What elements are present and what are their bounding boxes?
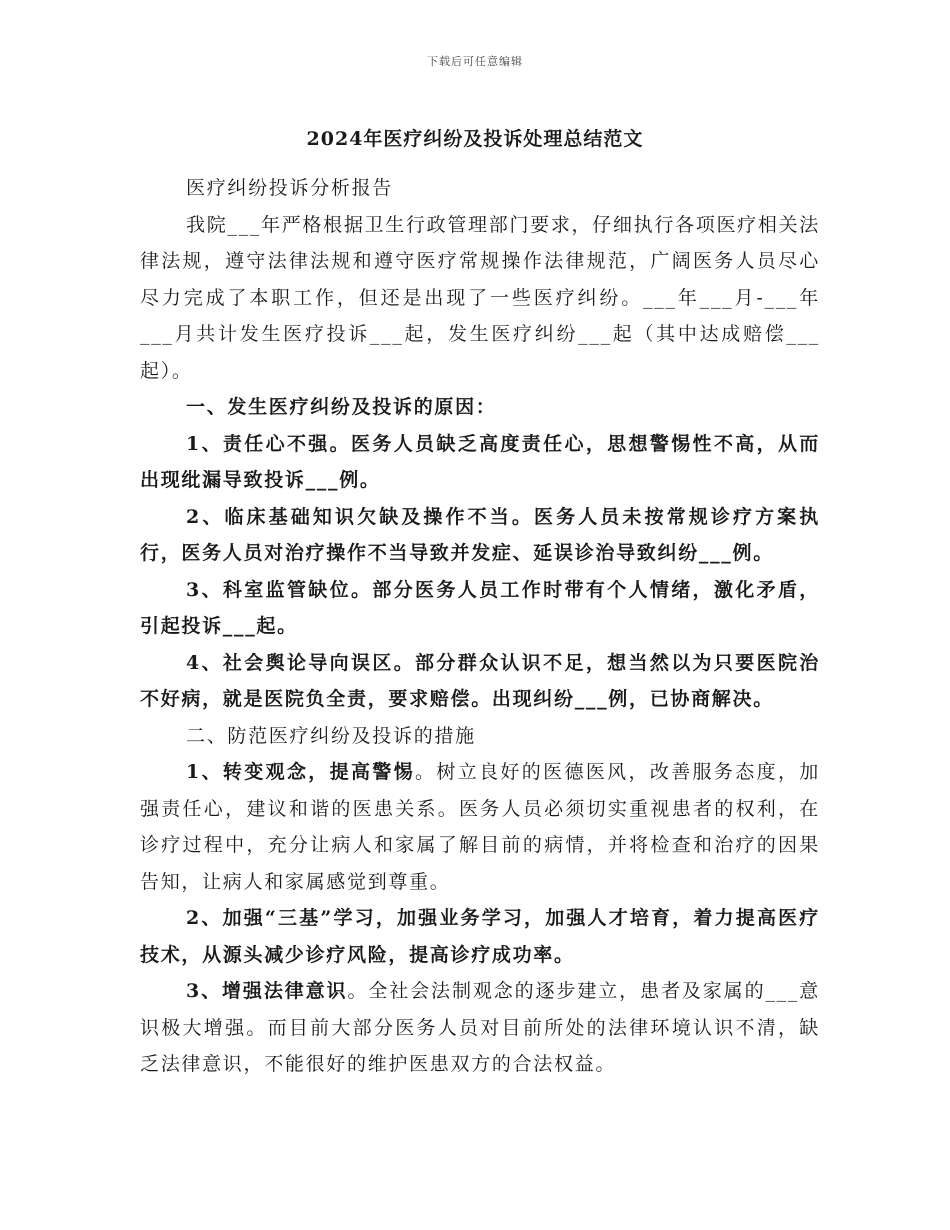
cause-item-1 [140, 426, 820, 499]
measure-lead: 1、转变观念，提高警惕 [186, 761, 416, 783]
measure-item-1 [140, 754, 820, 900]
measure-lead: 3、增强法律意识 [186, 980, 348, 1002]
paragraph-text: 。树立良好的医德医风，改善服务态度，加强责任心，建议和谐的医患关系。医务人员必须切实重视患者的权利，在诊疗过程中，充分让病人和家属了解目前的病情，并将检查和治疗的因果告知，让病人和家属感觉到尊重。 [140, 761, 820, 893]
section-heading-measures [140, 718, 820, 755]
cause-item-4 [140, 645, 820, 718]
paragraph-text: 2、加强“三基”学习，加强业务学习，加强人才培育，着力提高医疗技术，从源头减少诊疗风险，提高诊疗成功率。 [140, 907, 820, 966]
paragraph-text: 。全社会法制观念的逐步建立，患者及家属的___意识极大增强。而目前大部分医务人员对目前所处的法律环境认识不清，缺乏法律意识，不能很好的维护医患双方的合法权益。 [140, 980, 820, 1075]
measure-item-2 [140, 900, 820, 973]
paragraph-text: 2、临床基础知识欠缺及操作不当。医务人员未按常规诊疗方案执行，医务人员对治疗操作不当导致并发症、延误诊治导致纠纷___例。 [140, 505, 820, 564]
section-heading-causes [140, 389, 820, 426]
intro-paragraph [140, 207, 820, 390]
document-title: 2024年医疗纠纷及投诉处理总结范文 [306, 128, 644, 150]
paragraph-text: 一、发生医疗纠纷及投诉的原因： [186, 396, 497, 418]
paragraph-text: 二、防范医疗纠纷及投诉的措施 [186, 724, 476, 747]
page-header-note: 下载后可任意编辑 [427, 55, 523, 68]
paragraph-text: 我院___年严格根据卫生行政管理部门要求，仔细执行各项医疗相关法律法规，遵守法律法规和遵守医疗常规操作法律规范，广阔医务人员尽心尽力完成了本职工作，但还是出现了一些医疗纠纷。___年___月-___年___月共计发生医疗投诉___起，发生医疗纠纷___起（其中达成赔偿___起）。 [140, 213, 820, 382]
paragraph-text: 4、社会舆论导向误区。部分群众认识不足，想当然以为只要医院治不好病，就是医院负全责，要求赔偿。出现纠纷___例，已协商解决。 [140, 651, 820, 710]
paragraph-text: 3、科室监管缺位。部分医务人员工作时带有个人情绪，激化矛盾，引起投诉___起。 [140, 578, 820, 637]
report-subtitle [140, 170, 820, 207]
document-body [140, 170, 820, 1083]
paragraph-text: 1、责任心不强。医务人员缺乏高度责任心，思想警惕性不高，从而出现纰漏导致投诉___例。 [140, 432, 820, 491]
cause-item-2 [140, 499, 820, 572]
measure-item-3 [140, 973, 820, 1083]
cause-item-3 [140, 572, 820, 645]
paragraph-text: 医疗纠纷投诉分析报告 [186, 177, 394, 199]
